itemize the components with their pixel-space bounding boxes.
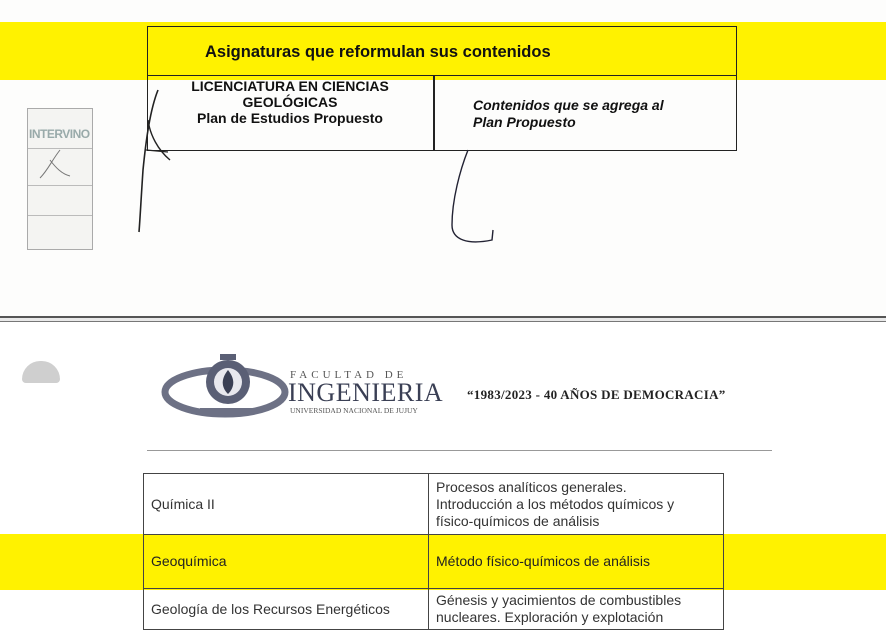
content-line: Génesis y yacimientos de combustibles [436, 592, 682, 608]
faculty-title: INGENIERIA [288, 378, 444, 407]
university-name: UNIVERSIDAD NACIONAL DE JUJUY [290, 406, 418, 415]
faculty-logo-icon [160, 352, 290, 422]
subject-cell: Geología de los Recursos Energéticos [144, 589, 429, 630]
header-rule [147, 450, 772, 451]
column-header-contents-line1: Contenidos que se agrega al [473, 97, 664, 113]
content-line: físico-químicos de análisis [436, 512, 600, 529]
content-line: nucleares. Exploración y explotación [436, 609, 664, 625]
subject-cell: Geoquímica [144, 535, 429, 589]
stamp-label: INTERVINO [29, 127, 90, 141]
table-row [144, 474, 724, 535]
content-line: Introducción a los métodos químicos y [436, 495, 675, 512]
content-line: Procesos analíticos generales. [436, 478, 627, 495]
column-header-plan-line1: LICENCIATURA EN CIENCIAS [191, 78, 389, 94]
content-cell [429, 535, 724, 589]
table-title: Asignaturas que reformulan sus contenidos [205, 43, 551, 61]
column-header-plan-line3: Plan de Estudios Propuesto [197, 110, 383, 126]
table-row [144, 589, 724, 630]
content-line: Método físico-químicos de análisis [436, 553, 650, 569]
subjects-table [143, 473, 724, 630]
page-separator-lower [0, 321, 886, 322]
faculty-name: FACULTAD DE [290, 369, 408, 381]
column-header-plan-line2: GEOLÓGICAS [242, 94, 338, 110]
subject-cell: Química II [144, 474, 429, 535]
motto: “1983/2023 - 40 AÑOS DE DEMOCRACIA” [467, 387, 726, 402]
content-cell [429, 474, 724, 535]
content-cell [429, 589, 724, 630]
table-row [144, 535, 724, 589]
column-header-contents-line2: Plan Propuesto [473, 114, 576, 130]
